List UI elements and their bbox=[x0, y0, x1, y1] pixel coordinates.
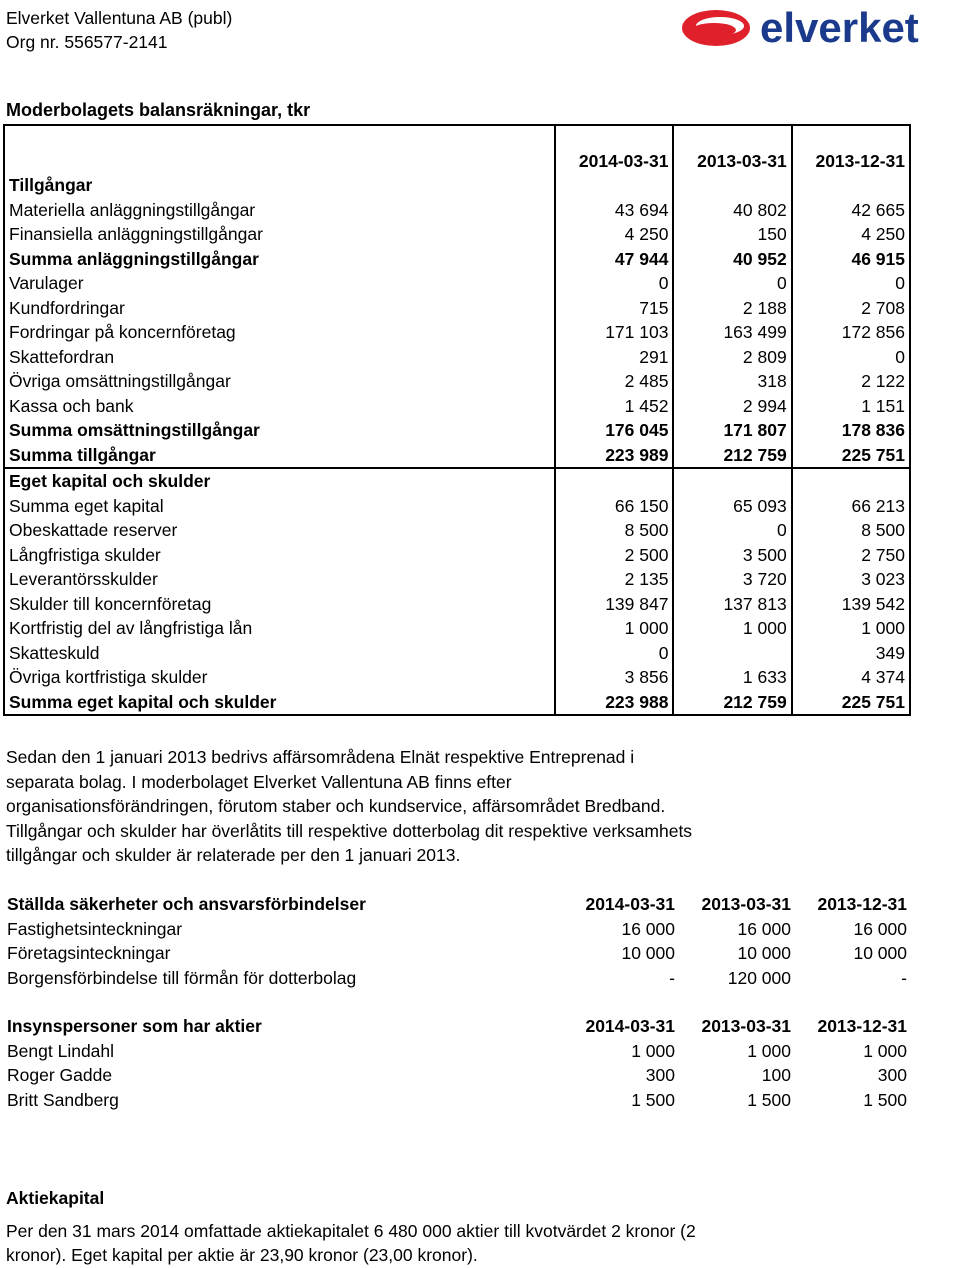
row-value: 120 000 bbox=[727, 967, 791, 988]
row-value: 0 bbox=[555, 641, 673, 666]
row-value: 223 989 bbox=[555, 443, 673, 469]
insiders-header-row bbox=[3, 1014, 911, 1039]
row-value: 2 500 bbox=[555, 543, 673, 568]
note-line: separata bolag. I moderbolaget Elverket Vallentuna AB finns efter bbox=[6, 771, 512, 792]
row-value: 171 103 bbox=[555, 320, 673, 345]
note-line: organisationsförändringen, förutom staber och kundservice, affärsområdet Bredband. bbox=[6, 796, 666, 816]
row-value: 1 000 bbox=[555, 616, 673, 641]
company-header bbox=[6, 6, 232, 54]
row-value: 46 915 bbox=[792, 247, 910, 272]
share-capital-line: Per den 31 mars 2014 omfattade aktiekapitalet 6 480 000 aktier till kvotvärdet 2 kronor (2 bbox=[6, 1220, 696, 1241]
row-value: 1 000 bbox=[747, 1040, 791, 1061]
table-row bbox=[3, 917, 911, 942]
row-value: 1 000 bbox=[631, 1040, 675, 1061]
row-label: Summa anläggningstillgångar bbox=[4, 247, 555, 272]
row-value: 1 000 bbox=[863, 1040, 907, 1061]
company-org-number: Org nr. 556577-2141 bbox=[6, 32, 168, 52]
table-row bbox=[4, 247, 910, 272]
table-row bbox=[4, 394, 910, 419]
row-value bbox=[792, 173, 910, 198]
column-header: 2013-03-31 bbox=[701, 1016, 791, 1036]
table-row bbox=[4, 345, 910, 370]
row-value bbox=[792, 468, 910, 494]
column-header: 2014-03-31 bbox=[555, 125, 673, 173]
row-value: 178 836 bbox=[792, 418, 910, 443]
row-value: 2 188 bbox=[673, 296, 791, 321]
row-value: 2 485 bbox=[555, 369, 673, 394]
row-value: 10 000 bbox=[737, 943, 791, 963]
row-value bbox=[673, 173, 791, 198]
row-value bbox=[555, 468, 673, 494]
column-header: 2013-03-31 bbox=[701, 894, 791, 914]
table-row bbox=[4, 641, 910, 666]
column-header: 2013-03-31 bbox=[673, 125, 791, 173]
row-value: 8 500 bbox=[792, 518, 910, 543]
row-value: 16 000 bbox=[853, 918, 907, 939]
row-value: 1 500 bbox=[631, 1089, 675, 1110]
row-value: 3 023 bbox=[792, 567, 910, 592]
row-value: 225 751 bbox=[792, 690, 910, 716]
row-value: 300 bbox=[877, 1065, 907, 1085]
row-value: 40 952 bbox=[673, 247, 791, 272]
row-label: Roger Gadde bbox=[7, 1065, 113, 1085]
table-row bbox=[4, 518, 910, 543]
row-value: 8 500 bbox=[555, 518, 673, 543]
row-value: 1 151 bbox=[792, 394, 910, 419]
row-value: 318 bbox=[673, 369, 791, 394]
row-label: Bengt Lindahl bbox=[7, 1040, 115, 1061]
row-value: - bbox=[901, 967, 907, 988]
table-row bbox=[4, 543, 910, 568]
row-label: Fordringar på koncernföretag bbox=[4, 320, 555, 345]
row-value: 1 000 bbox=[792, 616, 910, 641]
row-label: Övriga omsättningstillgångar bbox=[4, 369, 555, 394]
table-row bbox=[4, 468, 910, 494]
row-label: Varulager bbox=[4, 271, 555, 296]
row-value: 66 150 bbox=[555, 494, 673, 519]
row-value: 163 499 bbox=[673, 320, 791, 345]
table-row bbox=[4, 271, 910, 296]
balance-header-row bbox=[4, 125, 910, 173]
row-value: 40 802 bbox=[673, 198, 791, 223]
row-value: 65 093 bbox=[673, 494, 791, 519]
pledges-header-row bbox=[3, 892, 911, 917]
row-label: Summa eget kapital och skulder bbox=[4, 690, 555, 716]
row-value: 43 694 bbox=[555, 198, 673, 223]
row-value: 1 633 bbox=[673, 665, 791, 690]
column-header: 2013-12-31 bbox=[817, 894, 907, 914]
table-row bbox=[4, 443, 910, 469]
row-label: Materiella anläggningstillgångar bbox=[4, 198, 555, 223]
row-label: Kundfordringar bbox=[4, 296, 555, 321]
column-header: 2014-03-31 bbox=[585, 1016, 675, 1036]
row-value: 212 759 bbox=[673, 443, 791, 469]
table-row bbox=[4, 567, 910, 592]
column-header: 2013-12-31 bbox=[817, 1016, 907, 1036]
row-value: 42 665 bbox=[792, 198, 910, 223]
header-blank-cell bbox=[4, 125, 555, 173]
row-value: 4 250 bbox=[555, 222, 673, 247]
row-value: 2 809 bbox=[673, 345, 791, 370]
column-header: 2014-03-31 bbox=[585, 894, 675, 914]
row-value: 715 bbox=[555, 296, 673, 321]
table-row bbox=[3, 1039, 911, 1064]
row-value: 10 000 bbox=[621, 943, 675, 963]
note-line: Sedan den 1 januari 2013 bedrivs affärsområdena Elnät respektive Entreprenad i bbox=[6, 747, 635, 767]
row-value: 0 bbox=[555, 271, 673, 296]
row-value bbox=[673, 468, 791, 494]
elverket-logo bbox=[680, 4, 956, 52]
row-value: 212 759 bbox=[673, 690, 791, 716]
row-label: Britt Sandberg bbox=[7, 1089, 119, 1110]
table-row bbox=[4, 418, 910, 443]
row-label: Leverantörsskulder bbox=[4, 567, 555, 592]
row-value: 137 813 bbox=[673, 592, 791, 617]
row-label: Kassa och bank bbox=[4, 394, 555, 419]
row-label: Skatteskuld bbox=[4, 641, 555, 666]
row-value: 2 994 bbox=[673, 394, 791, 419]
table-row bbox=[3, 966, 911, 991]
row-label: Övriga kortfristiga skulder bbox=[4, 665, 555, 690]
row-label: Summa tillgångar bbox=[4, 443, 555, 469]
row-value: 2 708 bbox=[792, 296, 910, 321]
row-value: 139 847 bbox=[555, 592, 673, 617]
restructuring-note bbox=[6, 745, 916, 868]
column-header: 2013-12-31 bbox=[792, 125, 910, 173]
row-value: 2 750 bbox=[792, 543, 910, 568]
row-value: 1 500 bbox=[863, 1089, 907, 1110]
note-line: Tillgångar och skulder har överlåtits till respektive dotterbolag dit respektive verksamhets bbox=[6, 820, 693, 841]
row-label: Eget kapital och skulder bbox=[4, 468, 555, 494]
row-value: 4 250 bbox=[792, 222, 910, 247]
row-label: Fastighetsinteckningar bbox=[7, 918, 183, 939]
row-value: 1 500 bbox=[747, 1089, 791, 1110]
row-value: 100 bbox=[761, 1065, 791, 1085]
row-value: 10 000 bbox=[853, 943, 907, 963]
row-value: 3 856 bbox=[555, 665, 673, 690]
share-capital-line: kronor). Eget kapital per aktie är 23,90 kronor (23,00 kronor). bbox=[6, 1245, 478, 1265]
table-row bbox=[3, 1088, 911, 1113]
row-value: 172 856 bbox=[792, 320, 910, 345]
table-row bbox=[4, 690, 910, 716]
row-value: 47 944 bbox=[555, 247, 673, 272]
row-label: Finansiella anläggningstillgångar bbox=[4, 222, 555, 247]
logo-wordmark: elverket bbox=[760, 4, 919, 51]
row-value: 300 bbox=[645, 1065, 675, 1085]
table-row bbox=[4, 198, 910, 223]
row-value: 16 000 bbox=[737, 918, 791, 939]
table-row bbox=[3, 941, 911, 966]
section-title: Insynspersoner som har aktier bbox=[7, 1016, 262, 1036]
row-label: Skulder till koncernföretag bbox=[4, 592, 555, 617]
row-value: 1 000 bbox=[673, 616, 791, 641]
row-value: 225 751 bbox=[792, 443, 910, 469]
row-label: Summa omsättningstillgångar bbox=[4, 418, 555, 443]
table-row bbox=[4, 616, 910, 641]
table-row bbox=[4, 494, 910, 519]
row-value: 291 bbox=[555, 345, 673, 370]
section-title: Ställda säkerheter och ansvarsförbindelser bbox=[7, 894, 366, 914]
table-row bbox=[4, 369, 910, 394]
row-label: Summa eget kapital bbox=[4, 494, 555, 519]
row-value: 3 720 bbox=[673, 567, 791, 592]
row-value: 3 500 bbox=[673, 543, 791, 568]
insiders-table bbox=[3, 1014, 911, 1112]
share-capital-title: Aktiekapital bbox=[6, 1188, 105, 1208]
row-value bbox=[673, 641, 791, 666]
row-value: 4 374 bbox=[792, 665, 910, 690]
row-value: - bbox=[669, 967, 675, 988]
table-row bbox=[4, 592, 910, 617]
row-value: 2 135 bbox=[555, 567, 673, 592]
share-capital-section bbox=[6, 1186, 916, 1268]
balance-sheet-title: Moderbolagets balansräkningar, tkr bbox=[6, 100, 311, 120]
row-value: 0 bbox=[792, 271, 910, 296]
row-value: 0 bbox=[792, 345, 910, 370]
table-row bbox=[4, 296, 910, 321]
row-value: 349 bbox=[792, 641, 910, 666]
table-row bbox=[3, 1063, 911, 1088]
logo-mark-icon bbox=[682, 10, 750, 46]
company-name: Elverket Vallentuna AB (publ) bbox=[6, 8, 233, 28]
row-value: 171 807 bbox=[673, 418, 791, 443]
pledges-table bbox=[3, 892, 911, 990]
row-value bbox=[555, 173, 673, 198]
table-row bbox=[4, 222, 910, 247]
row-label: Skattefordran bbox=[4, 345, 555, 370]
row-value: 16 000 bbox=[621, 918, 675, 939]
row-value: 1 452 bbox=[555, 394, 673, 419]
row-value: 150 bbox=[673, 222, 791, 247]
row-label: Företagsinteckningar bbox=[7, 943, 171, 963]
balance-sheet-table bbox=[3, 124, 911, 716]
row-value: 223 988 bbox=[555, 690, 673, 716]
table-row bbox=[4, 665, 910, 690]
row-value: 66 213 bbox=[792, 494, 910, 519]
note-line: tillgångar och skulder är relaterade per den 1 januari 2013. bbox=[6, 845, 461, 865]
row-label: Kortfristig del av långfristiga lån bbox=[4, 616, 555, 641]
row-value: 139 542 bbox=[792, 592, 910, 617]
row-label: Tillgångar bbox=[4, 173, 555, 198]
row-label: Långfristiga skulder bbox=[4, 543, 555, 568]
row-value: 176 045 bbox=[555, 418, 673, 443]
row-value: 2 122 bbox=[792, 369, 910, 394]
row-value: 0 bbox=[673, 271, 791, 296]
row-value: 0 bbox=[673, 518, 791, 543]
row-label: Obeskattade reserver bbox=[4, 518, 555, 543]
row-label: Borgensförbindelse till förmån för dotterbolag bbox=[7, 967, 357, 988]
table-row bbox=[4, 173, 910, 198]
table-row bbox=[4, 320, 910, 345]
